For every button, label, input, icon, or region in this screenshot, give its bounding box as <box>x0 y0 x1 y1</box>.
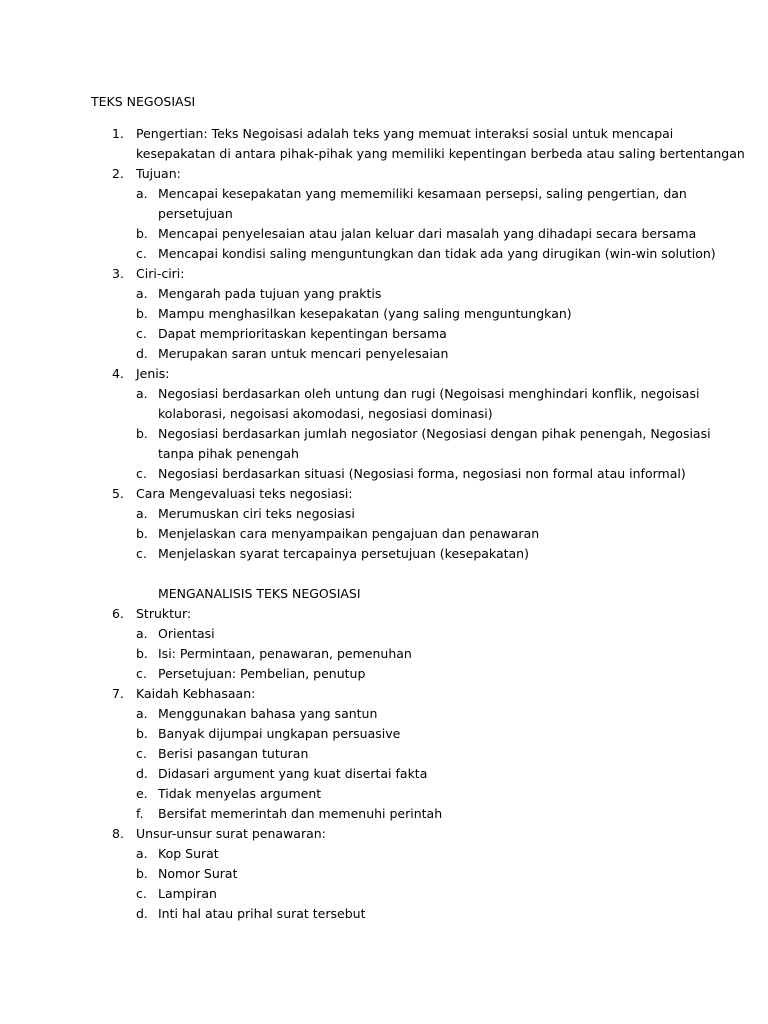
sub-item-row <box>0 624 768 644</box>
list-number: 4. <box>112 366 124 381</box>
list-number: 3. <box>112 266 124 281</box>
sub-item-row <box>0 644 768 664</box>
list-item-text: Cara Mengevaluasi teks negosiasi: <box>136 486 353 501</box>
sub-item-row <box>0 864 768 884</box>
sub-item-row <box>0 404 768 424</box>
sub-item-text: Mencapai penyelesaian atau jalan keluar dari masalah yang dihadapi secara bersama <box>158 226 697 241</box>
sub-item-letter: a. <box>136 386 148 401</box>
list-item-text: Jenis: <box>136 366 170 381</box>
sub-item-row <box>0 224 768 244</box>
list-item-row <box>0 144 768 164</box>
sub-item-text: Persetujuan: Pembelian, penutup <box>158 666 366 681</box>
sub-item-row <box>0 664 768 684</box>
sub-item-text: Mencapai kesepakatan yang mememiliki kesamaan persepsi, saling pengertian, dan <box>158 186 687 201</box>
sub-item-row <box>0 464 768 484</box>
sub-item-text: Banyak dijumpai ungkapan persuasive <box>158 726 401 741</box>
sub-item-row <box>0 184 768 204</box>
sub-item-letter: d. <box>136 906 148 921</box>
sub-item-text: Negosiasi berdasarkan oleh untung dan rugi (Negoisasi menghindari konflik, negoisasi <box>158 386 700 401</box>
sub-item-text: Didasari argument yang kuat disertai fakta <box>158 766 428 781</box>
sub-item-row <box>0 724 768 744</box>
sub-item-letter: e. <box>136 786 148 801</box>
sub-item-text: Tidak menyelas argument <box>158 786 322 801</box>
sub-item-row <box>0 384 768 404</box>
sub-item-row <box>0 904 768 924</box>
sub-item-letter: a. <box>136 186 148 201</box>
sub-item-text: persetujuan <box>158 206 233 221</box>
sub-item-row <box>0 744 768 764</box>
sub-item-text: kolaborasi, negoisasi akomodasi, negosiasi dominasi) <box>158 406 493 421</box>
sub-item-letter: c. <box>136 666 147 681</box>
sub-item-text: Nomor Surat <box>158 866 238 881</box>
sub-item-text: Kop Surat <box>158 846 219 861</box>
sub-item-text: Lampiran <box>158 886 217 901</box>
sub-item-row <box>0 844 768 864</box>
list-item-text: kesepakatan di antara pihak-pihak yang memiliki kepentingan berbeda atau saling bertentangan <box>136 146 745 161</box>
sub-item-letter: b. <box>136 866 148 881</box>
list-item-text: Tujuan: <box>136 166 181 181</box>
sub-item-letter: b. <box>136 426 148 441</box>
sub-item-row <box>0 344 768 364</box>
sub-item-letter: c. <box>136 746 147 761</box>
sub-item-row <box>0 244 768 264</box>
sub-item-row <box>0 284 768 304</box>
list-item-row <box>0 684 768 704</box>
sub-item-text: Dapat memprioritaskan kepentingan bersama <box>158 326 447 341</box>
list-number: 6. <box>112 606 124 621</box>
sub-item-text: Inti hal atau prihal surat tersebut <box>158 906 366 921</box>
list-number: 8. <box>112 826 124 841</box>
section-spacer <box>0 564 768 584</box>
sub-item-letter: b. <box>136 726 148 741</box>
sub-item-row <box>0 444 768 464</box>
sub-item-text: Berisi pasangan tuturan <box>158 746 309 761</box>
page-title: TEKS NEGOSIASI <box>91 94 196 109</box>
sub-item-row <box>0 884 768 904</box>
section-subheading: MENGANALISIS TEKS NEGOSIASI <box>158 586 361 601</box>
sub-item-letter: a. <box>136 626 148 641</box>
sub-item-letter: f. <box>136 806 144 821</box>
sub-item-text: Orientasi <box>158 626 215 641</box>
sub-item-text: Negosiasi berdasarkan jumlah negosiator (Negosiasi dengan pihak penengah, Negosiasi <box>158 426 711 441</box>
sub-item-text: tanpa pihak penengah <box>158 446 299 461</box>
sub-item-row <box>0 504 768 524</box>
sub-item-letter: a. <box>136 706 148 721</box>
list-item-row <box>0 364 768 384</box>
subheading-row <box>0 584 768 604</box>
list-item-text: Ciri-ciri: <box>136 266 185 281</box>
sub-item-row <box>0 764 768 784</box>
sub-item-row <box>0 784 768 804</box>
sub-item-letter: b. <box>136 306 148 321</box>
document-body <box>0 124 768 924</box>
list-item-text: Struktur: <box>136 606 192 621</box>
sub-item-text: Menjelaskan syarat tercapainya persetujuan (kesepakatan) <box>158 546 529 561</box>
sub-item-row <box>0 304 768 324</box>
sub-item-letter: c. <box>136 886 147 901</box>
sub-item-letter: b. <box>136 226 148 241</box>
sub-item-letter: b. <box>136 526 148 541</box>
sub-item-text: Menggunakan bahasa yang santun <box>158 706 378 721</box>
sub-item-letter: c. <box>136 246 147 261</box>
sub-item-letter: d. <box>136 346 148 361</box>
sub-item-letter: a. <box>136 506 148 521</box>
sub-item-letter: d. <box>136 766 148 781</box>
sub-item-letter: c. <box>136 466 147 481</box>
sub-item-row <box>0 424 768 444</box>
sub-item-letter: a. <box>136 846 148 861</box>
list-item-row <box>0 124 768 144</box>
sub-item-text: Mencapai kondisi saling menguntungkan dan tidak ada yang dirugikan (win-win solution) <box>158 246 716 261</box>
list-number: 7. <box>112 686 124 701</box>
list-number: 2. <box>112 166 124 181</box>
list-item-row <box>0 824 768 844</box>
sub-item-letter: c. <box>136 546 147 561</box>
list-item-row <box>0 164 768 184</box>
sub-item-letter: c. <box>136 326 147 341</box>
list-number: 5. <box>112 486 124 501</box>
list-item-text: Pengertian: Teks Negoisasi adalah teks yang memuat interaksi sosial untuk mencapai <box>136 126 674 141</box>
sub-item-text: Isi: Permintaan, penawaran, pemenuhan <box>158 646 412 661</box>
sub-item-row <box>0 544 768 564</box>
sub-item-row <box>0 204 768 224</box>
sub-item-text: Mampu menghasilkan kesepakatan (yang saling menguntungkan) <box>158 306 572 321</box>
sub-item-row <box>0 324 768 344</box>
sub-item-text: Merumuskan ciri teks negosiasi <box>158 506 355 521</box>
sub-item-row <box>0 524 768 544</box>
list-number: 1. <box>112 126 124 141</box>
sub-item-text: Negosiasi berdasarkan situasi (Negosiasi forma, negosiasi non formal atau informal) <box>158 466 686 481</box>
sub-item-letter: b. <box>136 646 148 661</box>
sub-item-text: Menjelaskan cara menyampaikan pengajuan dan penawaran <box>158 526 540 541</box>
sub-item-text: Merupakan saran untuk mencari penyelesaian <box>158 346 449 361</box>
sub-item-row <box>0 704 768 724</box>
list-item-text: Unsur-unsur surat penawaran: <box>136 826 326 841</box>
sub-item-text: Bersifat memerintah dan memenuhi perintah <box>158 806 443 821</box>
list-item-text: Kaidah Kebhasaan: <box>136 686 256 701</box>
list-item-row <box>0 484 768 504</box>
sub-item-letter: a. <box>136 286 148 301</box>
list-item-row <box>0 264 768 284</box>
sub-item-text: Mengarah pada tujuan yang praktis <box>158 286 382 301</box>
list-item-row <box>0 604 768 624</box>
sub-item-row <box>0 804 768 824</box>
